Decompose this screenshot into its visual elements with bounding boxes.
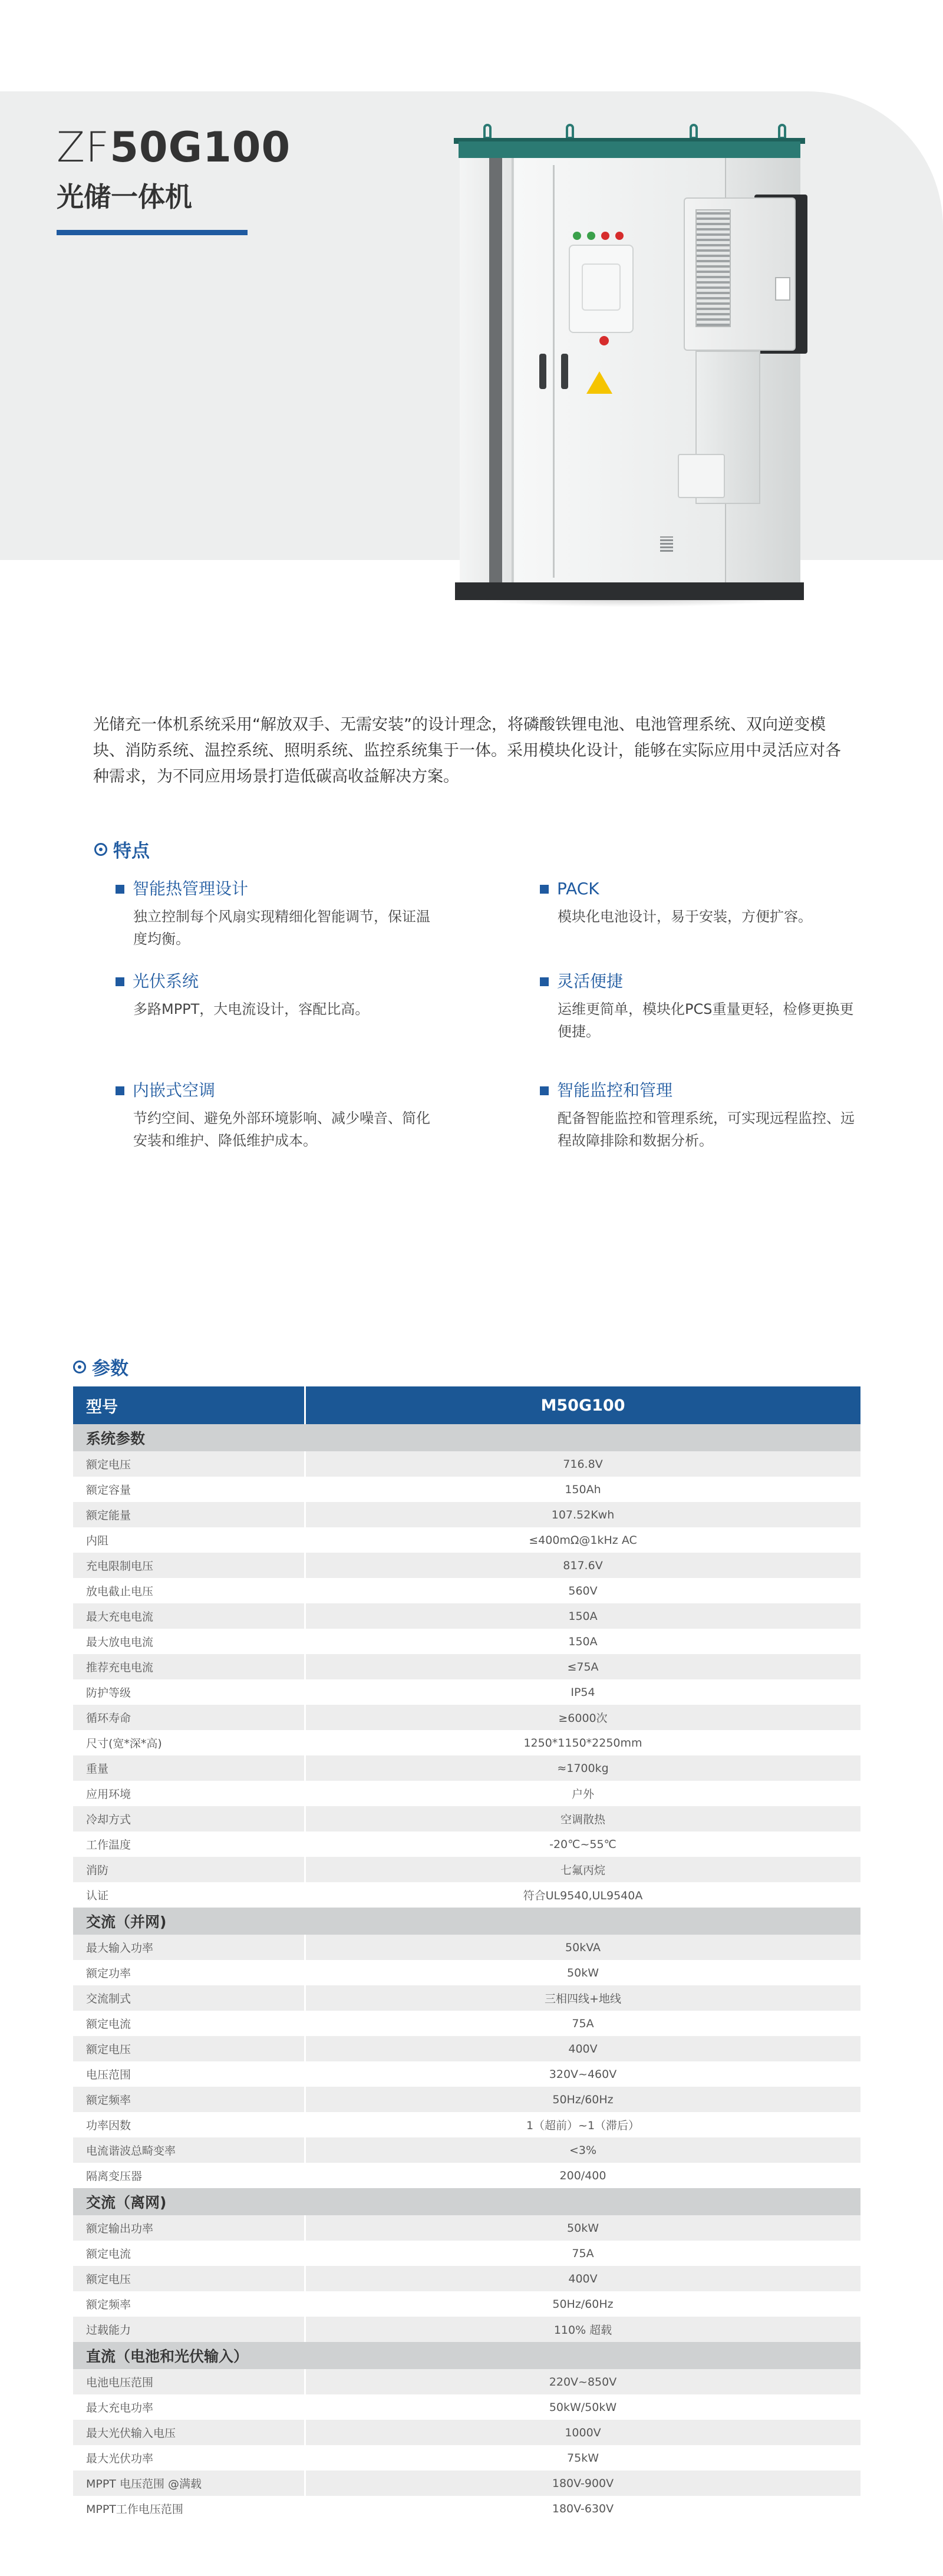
table-row [73, 1960, 861, 1985]
table-cell-value: 150A [305, 1629, 861, 1654]
table-group-title: 交流（并网) [73, 1908, 861, 1935]
feature-item [540, 877, 858, 928]
table-cell-value: 560V [305, 1578, 861, 1603]
table-row [73, 1679, 861, 1705]
table-cell-label: 充电限制电压 [73, 1553, 305, 1578]
table-cell-value: 150A [305, 1603, 861, 1629]
target-icon [94, 843, 107, 856]
table-cell-value: 50kW [305, 2215, 861, 2241]
square-bullet-icon [116, 1086, 124, 1095]
feature-description: 独立控制每个风扇实现精细化智能调节，保证温度均衡。 [133, 908, 430, 947]
indicator-light-red [615, 232, 624, 240]
table-cell-value: 107.52Kwh [305, 1502, 861, 1527]
table-group-row [73, 1908, 861, 1935]
product-subtitle: 光储一体机 [57, 181, 192, 213]
table-row [73, 2266, 861, 2291]
vent-grille [660, 536, 673, 552]
table-cell-label: 认证 [73, 1882, 305, 1908]
table-cell-value: 1（超前）~1（滞后） [305, 2112, 861, 2137]
table-group-row [73, 2188, 861, 2215]
cabinet-base [455, 582, 804, 600]
table-cell-value: 符合UL9540,UL9540A [305, 1882, 861, 1908]
table-row [73, 2087, 861, 2112]
table-row [73, 1730, 861, 1755]
warning-sign-icon [586, 371, 612, 394]
model-title [57, 121, 291, 174]
table-cell-label: 额定功率 [73, 1960, 305, 1985]
feature-title: 光伏系统 [133, 971, 199, 991]
table-cell-value: 75kW [305, 2445, 861, 2470]
table-cell-label: 最大光伏输入电压 [73, 2420, 305, 2445]
table-row [73, 1578, 861, 1603]
table-row [73, 2137, 861, 2163]
feature-title: PACK [557, 879, 599, 898]
table-cell-label: 额定电流 [73, 2241, 305, 2266]
square-bullet-icon [540, 1086, 549, 1095]
table-cell-value: 75A [305, 2011, 861, 2036]
params-heading [73, 1353, 128, 1380]
table-row [73, 2163, 861, 2188]
title-underline [57, 230, 248, 235]
table-row [73, 1654, 861, 1679]
ac-grille [695, 209, 731, 327]
table-cell-value: 50Hz/60Hz [305, 2291, 861, 2317]
table-row [73, 1477, 861, 1502]
table-row [73, 1451, 861, 1477]
feature-description: 模块化电池设计，易于安装，方便扩容。 [558, 908, 812, 925]
table-group-row [73, 1424, 861, 1451]
indicator-light-green [587, 232, 595, 240]
table-row [73, 2036, 861, 2061]
feature-item [116, 970, 434, 1020]
cabinet-dark-strip [489, 158, 502, 582]
table-cell-label: 额定输出功率 [73, 2215, 305, 2241]
table-cell-value: 320V~460V [305, 2061, 861, 2087]
table-row [73, 2394, 861, 2420]
table-cell-label: 额定频率 [73, 2291, 305, 2317]
table-cell-label: 消防 [73, 1857, 305, 1882]
table-cell-label: 最大输入功率 [73, 1935, 305, 1960]
model-number: 50G100 [110, 123, 291, 172]
table-group-title: 交流（离网) [73, 2188, 861, 2215]
square-bullet-icon [540, 977, 549, 986]
table-row [73, 1553, 861, 1578]
table-row [73, 1857, 861, 1882]
table-cell-value: 1250*1150*2250mm [305, 1730, 861, 1755]
lifting-ring [566, 124, 574, 139]
lifting-ring [483, 124, 492, 139]
table-cell-label: 交流制式 [73, 1985, 305, 2011]
table-row [73, 1806, 861, 1831]
feature-title: 智能监控和管理 [557, 1081, 673, 1100]
table-cell-label: 工作温度 [73, 1831, 305, 1857]
feature-description: 配备智能监控和管理系统，可实现远程监控、远程故障排除和数据分析。 [558, 1110, 855, 1149]
table-row [73, 1882, 861, 1908]
table-cell-value: 200/400 [305, 2163, 861, 2188]
table-cell-value: 1000V [305, 2420, 861, 2445]
table-cell-label: 放电截止电压 [73, 1578, 305, 1603]
table-row [73, 1629, 861, 1654]
feature-title: 灵活便捷 [557, 971, 624, 991]
table-cell-value: 400V [305, 2266, 861, 2291]
table-cell-label: 额定容量 [73, 1477, 305, 1502]
table-cell-label: 内阻 [73, 1527, 305, 1553]
table-cell-value: 50Hz/60Hz [305, 2087, 861, 2112]
emergency-stop-button [599, 336, 609, 345]
square-bullet-icon [540, 885, 549, 894]
table-cell-value: ≤400mΩ@1kHz AC [305, 1527, 861, 1553]
feature-description: 运维更简单，模块化PCS重量更轻，检修更换更便捷。 [558, 1001, 854, 1040]
table-row [73, 1755, 861, 1781]
table-cell-value: 三相四线+地线 [305, 1985, 861, 2011]
table-cell-label: 冷却方式 [73, 1806, 305, 1831]
panel-cover [582, 263, 621, 311]
feature-title: 内嵌式空调 [133, 1081, 216, 1100]
table-header-row [73, 1386, 861, 1424]
table-cell-label: 电池电压范围 [73, 2369, 305, 2394]
table-cell-label: 重量 [73, 1755, 305, 1781]
table-cell-value: ≤75A [305, 1654, 861, 1679]
table-cell-label: 额定电压 [73, 2266, 305, 2291]
table-cell-label: 推荐充电电流 [73, 1654, 305, 1679]
table-row [73, 1603, 861, 1629]
table-cell-value: 400V [305, 2036, 861, 2061]
features-heading [94, 836, 150, 862]
table-row [73, 1781, 861, 1806]
params-heading-label: 参数 [92, 1358, 128, 1379]
lifting-ring [690, 124, 698, 139]
table-header-label: 型号 [73, 1386, 305, 1424]
table-row [73, 2241, 861, 2266]
table-cell-label: 应用环境 [73, 1781, 305, 1806]
table-cell-label: MPPT 电压范围 @满载 [73, 2470, 305, 2496]
feature-title: 智能热管理设计 [133, 879, 249, 898]
table-header-model: M50G100 [305, 1386, 861, 1424]
table-cell-value: 220V~850V [305, 2369, 861, 2394]
table-row [73, 2215, 861, 2241]
intro-paragraph: 光储充一体机系统采用“解放双手、无需安装”的设计理念，将磷酸铁锂电池、电池管理系统、双向逆变模块、消防系统、温控系统、照明系统、监控系统集于一体。采用模块化设计，能够在实际应用中灵活应对各种需求，为不同应用场景打造低碳高收益解决方案。 [93, 716, 841, 786]
table-row [73, 2496, 861, 2521]
table-cell-value: 七氟丙烷 [305, 1857, 861, 1882]
control-panel [569, 245, 634, 333]
table-row [73, 2369, 861, 2394]
table-row [73, 2470, 861, 2496]
table-row [73, 1831, 861, 1857]
table-group-row [73, 2342, 861, 2369]
table-row [73, 1527, 861, 1553]
table-cell-value: <3% [305, 2137, 861, 2163]
table-row [73, 2420, 861, 2445]
table-cell-label: MPPT工作电压范围 [73, 2496, 305, 2521]
table-row [73, 2112, 861, 2137]
table-cell-label: 尺寸(宽*深*高) [73, 1730, 305, 1755]
table-row [73, 2011, 861, 2036]
table-cell-label: 额定能量 [73, 1502, 305, 1527]
table-row [73, 1502, 861, 1527]
table-group-title: 系统参数 [73, 1424, 861, 1451]
square-bullet-icon [116, 885, 124, 894]
square-bullet-icon [116, 977, 124, 986]
door-handle [539, 354, 546, 389]
table-cell-label: 防护等级 [73, 1679, 305, 1705]
cabinet-roof [459, 141, 800, 158]
table-cell-label: 额定电压 [73, 2036, 305, 2061]
door-seam [553, 165, 555, 578]
feature-item [540, 970, 858, 1043]
table-cell-value: 150Ah [305, 1477, 861, 1502]
table-cell-value: 空调散热 [305, 1806, 861, 1831]
table-cell-value: 716.8V [305, 1451, 861, 1477]
table-cell-label: 功率因数 [73, 2112, 305, 2137]
ac-display [775, 277, 790, 301]
table-cell-label: 隔离变压器 [73, 2163, 305, 2188]
model-prefix: ZF [57, 123, 110, 172]
table-cell-value: 75A [305, 2241, 861, 2266]
lifting-ring [778, 124, 786, 139]
table-cell-value: 50kW/50kW [305, 2394, 861, 2420]
table-cell-label: 额定频率 [73, 2087, 305, 2112]
feature-description: 多路MPPT，大电流设计，容配比高。 [133, 1001, 370, 1017]
table-cell-value: 817.6V [305, 1553, 861, 1578]
spec-table [73, 1386, 862, 2521]
cabinet-side-left [460, 158, 513, 582]
table-cell-label: 最大放电电流 [73, 1629, 305, 1654]
table-row [73, 1705, 861, 1730]
product-image-energy-storage-cabinet [448, 124, 825, 613]
feature-item [116, 1079, 434, 1152]
features-heading-label: 特点 [113, 841, 150, 862]
feature-item [540, 1079, 858, 1152]
table-cell-value: 户外 [305, 1781, 861, 1806]
table-row [73, 2445, 861, 2470]
table-cell-value: 50kW [305, 1960, 861, 1985]
table-cell-label: 电流谐波总畸变率 [73, 2137, 305, 2163]
table-cell-value: ≈1700kg [305, 1755, 861, 1781]
table-cell-value: ≥6000次 [305, 1705, 861, 1730]
table-cell-value: 50kVA [305, 1935, 861, 1960]
table-row [73, 2291, 861, 2317]
table-row [73, 1935, 861, 1960]
table-cell-label: 过载能力 [73, 2317, 305, 2342]
table-cell-label: 最大充电电流 [73, 1603, 305, 1629]
table-row [73, 1985, 861, 2011]
table-cell-value: 180V-900V [305, 2470, 861, 2496]
table-row [73, 2317, 861, 2342]
table-cell-label: 最大光伏功率 [73, 2445, 305, 2470]
feature-item [116, 877, 434, 950]
table-cell-value: 180V-630V [305, 2496, 861, 2521]
feature-description: 节约空间、避免外部环境影响、减少噪音、简化安装和维护、降低维护成本。 [133, 1110, 430, 1149]
door-handle [561, 354, 568, 389]
table-row [73, 2061, 861, 2087]
table-cell-label: 额定电压 [73, 1451, 305, 1477]
table-cell-label: 循环寿命 [73, 1705, 305, 1730]
table-cell-value: 110% 超载 [305, 2317, 861, 2342]
duct-junction-box [678, 454, 725, 498]
target-icon [73, 1361, 86, 1373]
table-cell-value: -20℃~55℃ [305, 1831, 861, 1857]
table-cell-label: 电压范围 [73, 2061, 305, 2087]
indicator-light-red [601, 232, 609, 240]
table-group-title: 直流（电池和光伏输入） [73, 2342, 861, 2369]
table-cell-label: 最大充电功率 [73, 2394, 305, 2420]
table-cell-label: 额定电流 [73, 2011, 305, 2036]
indicator-light-green [573, 232, 581, 240]
table-cell-value: IP54 [305, 1679, 861, 1705]
